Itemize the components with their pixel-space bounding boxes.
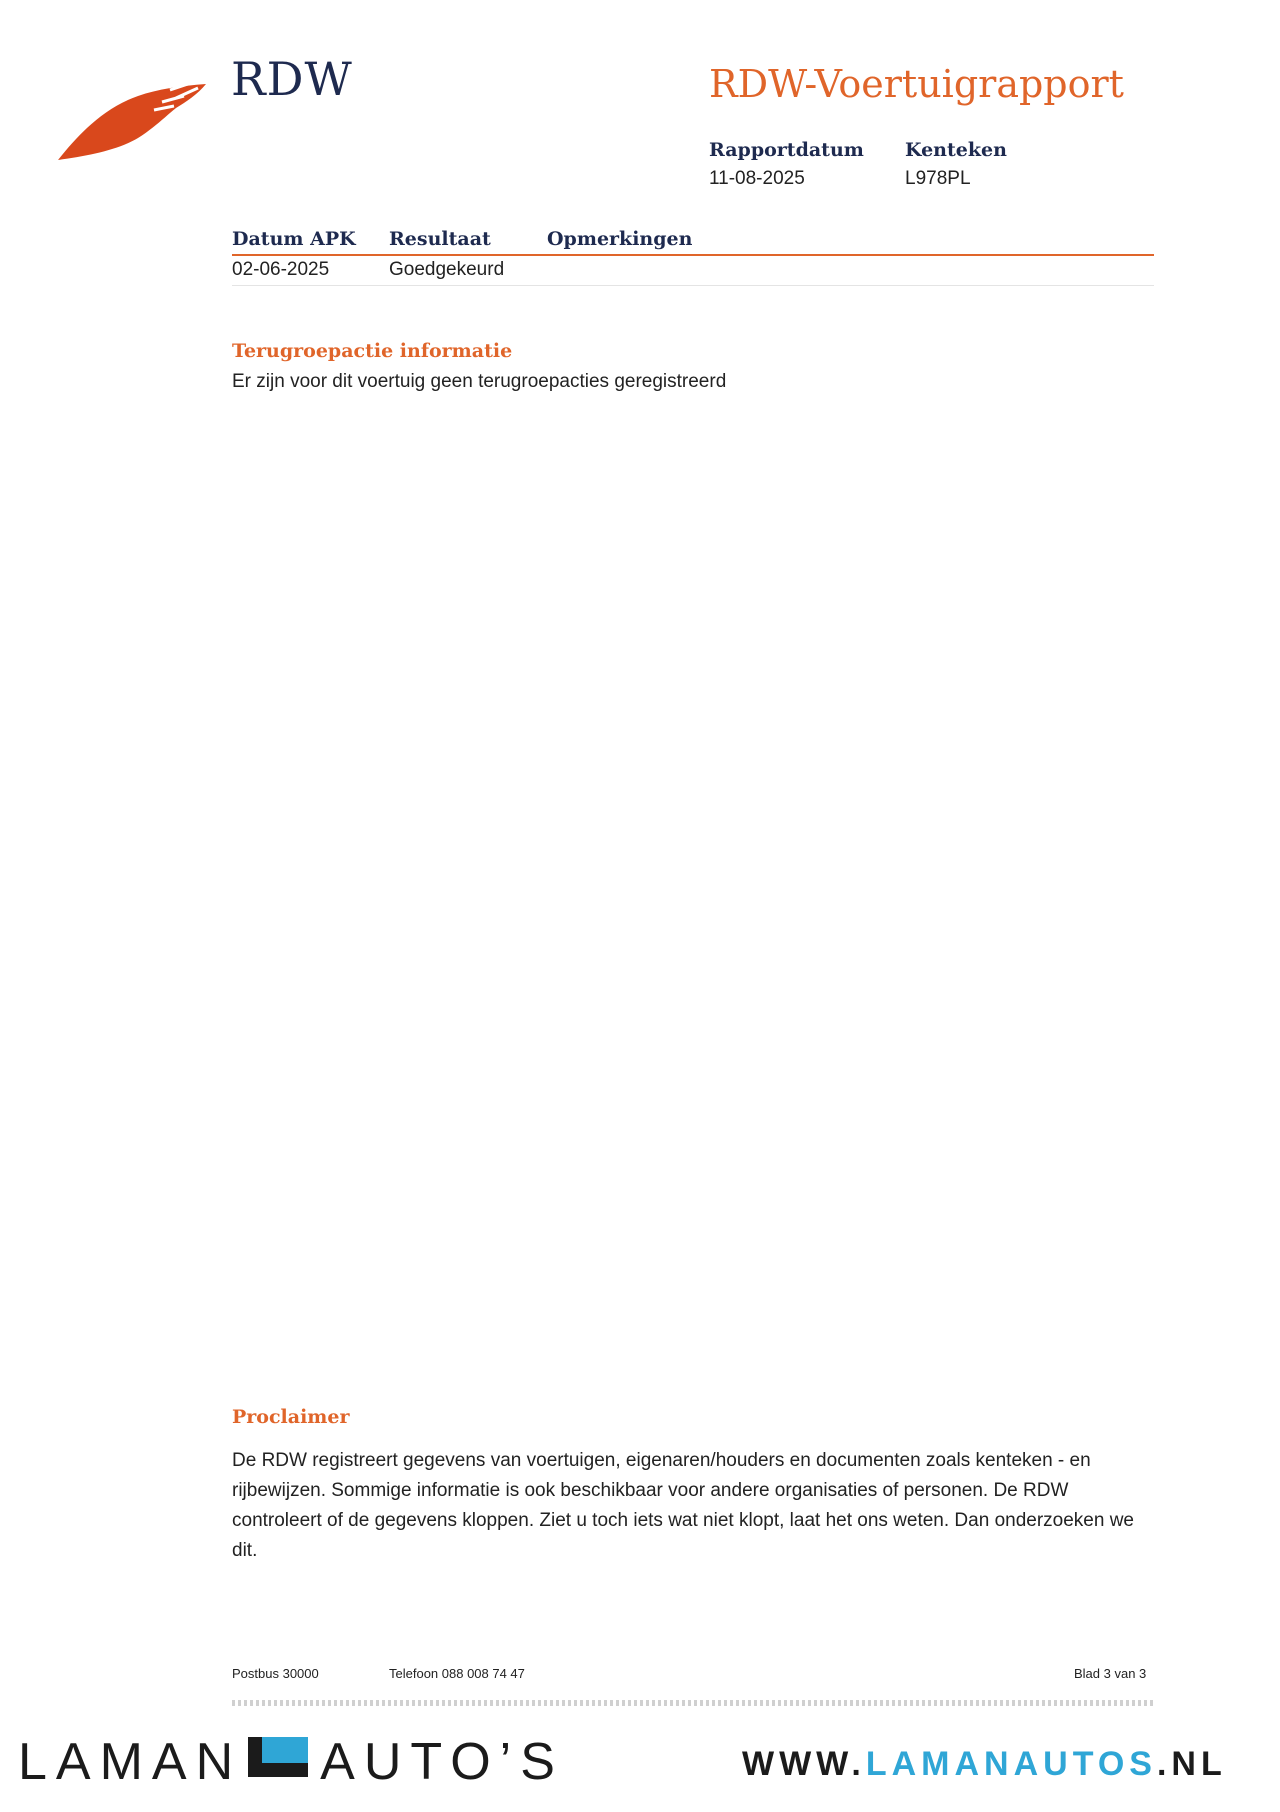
rdw-feather-logo xyxy=(58,80,210,162)
recall-title: Terugroepactie informatie xyxy=(232,340,513,362)
report-title: RDW-Voertuigrapport xyxy=(709,62,1124,106)
footer-phone: Telefoon 088 008 74 47 xyxy=(389,1666,525,1681)
url-suffix: .NL xyxy=(1156,1745,1227,1783)
brand-left: LAMAN xyxy=(18,1733,243,1791)
cell-datum-apk: 02-06-2025 xyxy=(232,259,330,280)
footer-page-number: Blad 3 van 3 xyxy=(1074,1666,1147,1681)
col-header-datum-apk: Datum APK xyxy=(232,228,356,250)
proclaimer-text: De RDW registreert gegevens van voertuigen, eigenaren/houders en documenten zoals kenteken - en rijbewijzen. Sommige informatie is ook beschikbaar voor andere organisaties of personen. De RDW controleert of de gegevens kloppen. Ziet u toch iets wat niet klopt, laat het ons weten. Dan onderzoeken we dit. xyxy=(232,1450,1134,1561)
col-header-resultaat: Resultaat xyxy=(389,228,491,250)
proclaimer-title: Proclaimer xyxy=(232,1406,350,1428)
url-main: LAMANAUTOS xyxy=(865,1745,1157,1783)
table-header-rule xyxy=(232,254,1154,256)
rapportdatum-label: Rapportdatum xyxy=(709,139,864,161)
laman-autos-url xyxy=(742,1745,1227,1784)
laman-autos-brand xyxy=(18,1732,564,1795)
kenteken-value: L978PL xyxy=(905,168,971,189)
brand-right: AUTO’S xyxy=(320,1733,564,1791)
recall-text: Er zijn voor dit voertuig geen terugroepacties geregistreerd xyxy=(232,371,727,392)
rapportdatum-value: 11-08-2025 xyxy=(709,168,805,189)
footer-address: Postbus 30000 xyxy=(232,1666,319,1681)
url-prefix: WWW. xyxy=(742,1745,866,1783)
col-header-opmerkingen: Opmerkingen xyxy=(547,228,693,250)
brand-mark-icon xyxy=(248,1730,308,1790)
footer-cut-line xyxy=(232,1700,1154,1706)
cell-resultaat: Goedgekeurd xyxy=(389,259,505,280)
rdw-logo-text: RDW xyxy=(231,52,353,106)
table-row-rule xyxy=(232,285,1154,286)
kenteken-label: Kenteken xyxy=(905,139,1007,161)
